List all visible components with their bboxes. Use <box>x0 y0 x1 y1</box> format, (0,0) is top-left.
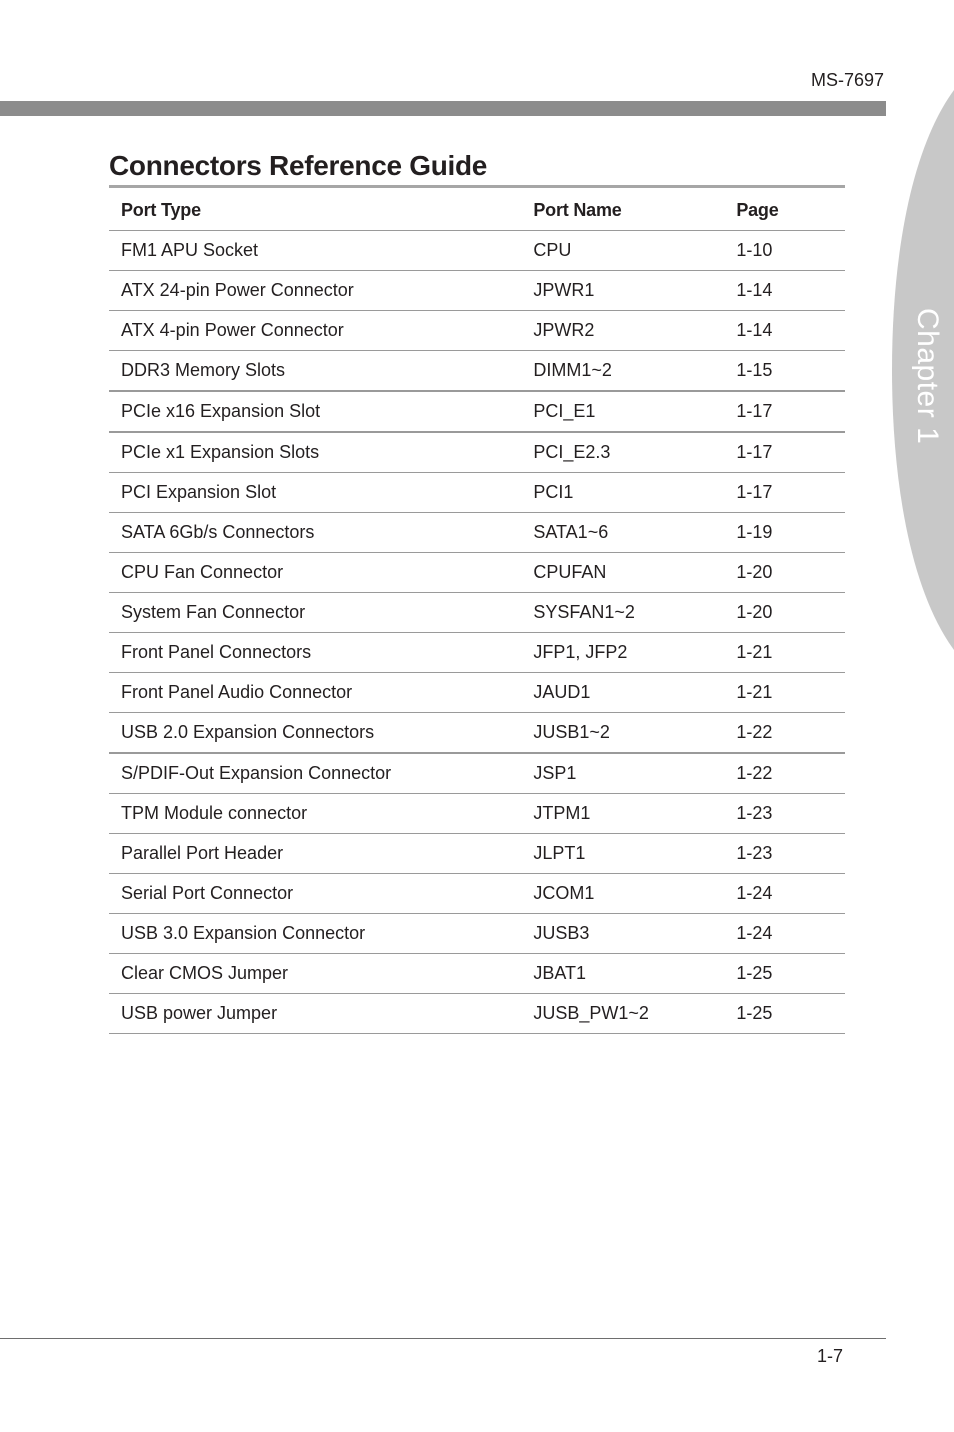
table-row <box>109 994 845 1034</box>
header-bar <box>0 101 886 116</box>
cell-port-type: ATX 4-pin Power Connector <box>109 311 521 351</box>
cell-port-name: JCOM1 <box>521 874 724 914</box>
cell-page: 1-23 <box>724 794 845 834</box>
cell-port-type: PCI Expansion Slot <box>109 473 521 513</box>
table-row <box>109 351 845 392</box>
cell-page: 1-25 <box>724 994 845 1034</box>
footer-divider <box>0 1338 886 1339</box>
cell-port-type: Clear CMOS Jumper <box>109 954 521 994</box>
cell-port-type: PCIe x1 Expansion Slots <box>109 432 521 473</box>
cell-page: 1-21 <box>724 673 845 713</box>
cell-port-type: FM1 APU Socket <box>109 231 521 271</box>
cell-port-name: DIMM1~2 <box>521 351 724 392</box>
page-title: Connectors Reference Guide <box>109 150 488 181</box>
cell-port-name: SYSFAN1~2 <box>521 593 724 633</box>
cell-port-type: System Fan Connector <box>109 593 521 633</box>
table-row <box>109 633 845 673</box>
table-header-row <box>109 190 845 231</box>
cell-port-type: USB power Jumper <box>109 994 521 1034</box>
cell-port-name: PCI1 <box>521 473 724 513</box>
cell-port-type: USB 2.0 Expansion Connectors <box>109 713 521 754</box>
cell-port-name: PCI_E1 <box>521 391 724 432</box>
table-row <box>109 874 845 914</box>
cell-page: 1-22 <box>724 753 845 794</box>
table-row <box>109 713 845 754</box>
table-row <box>109 954 845 994</box>
cell-page: 1-20 <box>724 553 845 593</box>
chapter-tab-label: Chapter 1 <box>911 308 944 445</box>
column-header-port-name: Port Name <box>521 190 724 231</box>
cell-page: 1-24 <box>724 914 845 954</box>
table-row <box>109 553 845 593</box>
cell-port-type: S/PDIF-Out Expansion Connector <box>109 753 521 794</box>
cell-port-name: JPWR1 <box>521 271 724 311</box>
cell-port-type: USB 3.0 Expansion Connector <box>109 914 521 954</box>
cell-port-name: JBAT1 <box>521 954 724 994</box>
cell-page: 1-23 <box>724 834 845 874</box>
cell-port-type: Front Panel Audio Connector <box>109 673 521 713</box>
cell-port-type: Serial Port Connector <box>109 874 521 914</box>
cell-page: 1-20 <box>724 593 845 633</box>
cell-port-type: Front Panel Connectors <box>109 633 521 673</box>
table-row <box>109 231 845 271</box>
table-row <box>109 473 845 513</box>
table-row <box>109 311 845 351</box>
cell-page: 1-19 <box>724 513 845 553</box>
cell-port-type: DDR3 Memory Slots <box>109 351 521 392</box>
cell-page: 1-14 <box>724 311 845 351</box>
cell-page: 1-22 <box>724 713 845 754</box>
cell-page: 1-10 <box>724 231 845 271</box>
cell-page: 1-17 <box>724 391 845 432</box>
cell-port-name: JFP1, JFP2 <box>521 633 724 673</box>
cell-port-name: SATA1~6 <box>521 513 724 553</box>
column-header-page: Page <box>724 190 845 231</box>
cell-page: 1-24 <box>724 874 845 914</box>
table-row <box>109 271 845 311</box>
table-row <box>109 673 845 713</box>
cell-port-name: JUSB1~2 <box>521 713 724 754</box>
cell-port-type: Parallel Port Header <box>109 834 521 874</box>
cell-port-name: JUSB_PW1~2 <box>521 994 724 1034</box>
cell-page: 1-17 <box>724 432 845 473</box>
table-row <box>109 753 845 794</box>
table-row <box>109 391 845 432</box>
connectors-table <box>109 190 845 1034</box>
page-number: 1-7 <box>817 1346 844 1366</box>
cell-port-name: JPWR2 <box>521 311 724 351</box>
cell-page: 1-14 <box>724 271 845 311</box>
model-number: MS-7697 <box>810 70 884 90</box>
cell-page: 1-17 <box>724 473 845 513</box>
cell-port-type: SATA 6Gb/s Connectors <box>109 513 521 553</box>
cell-port-type: PCIe x16 Expansion Slot <box>109 391 521 432</box>
cell-page: 1-15 <box>724 351 845 392</box>
table-row <box>109 794 845 834</box>
cell-port-name: JUSB3 <box>521 914 724 954</box>
table-row <box>109 593 845 633</box>
table-row <box>109 432 845 473</box>
cell-page: 1-21 <box>724 633 845 673</box>
cell-port-name: JSP1 <box>521 753 724 794</box>
table-row <box>109 513 845 553</box>
cell-port-name: PCI_E2.3 <box>521 432 724 473</box>
cell-port-type: ATX 24-pin Power Connector <box>109 271 521 311</box>
table-row <box>109 914 845 954</box>
cell-port-name: JLPT1 <box>521 834 724 874</box>
cell-port-name: JTPM1 <box>521 794 724 834</box>
cell-page: 1-25 <box>724 954 845 994</box>
title-divider <box>109 185 845 188</box>
cell-port-name: CPUFAN <box>521 553 724 593</box>
cell-port-name: CPU <box>521 231 724 271</box>
cell-port-type: CPU Fan Connector <box>109 553 521 593</box>
cell-port-name: JAUD1 <box>521 673 724 713</box>
table-row <box>109 834 845 874</box>
column-header-port-type: Port Type <box>109 190 521 231</box>
cell-port-type: TPM Module connector <box>109 794 521 834</box>
